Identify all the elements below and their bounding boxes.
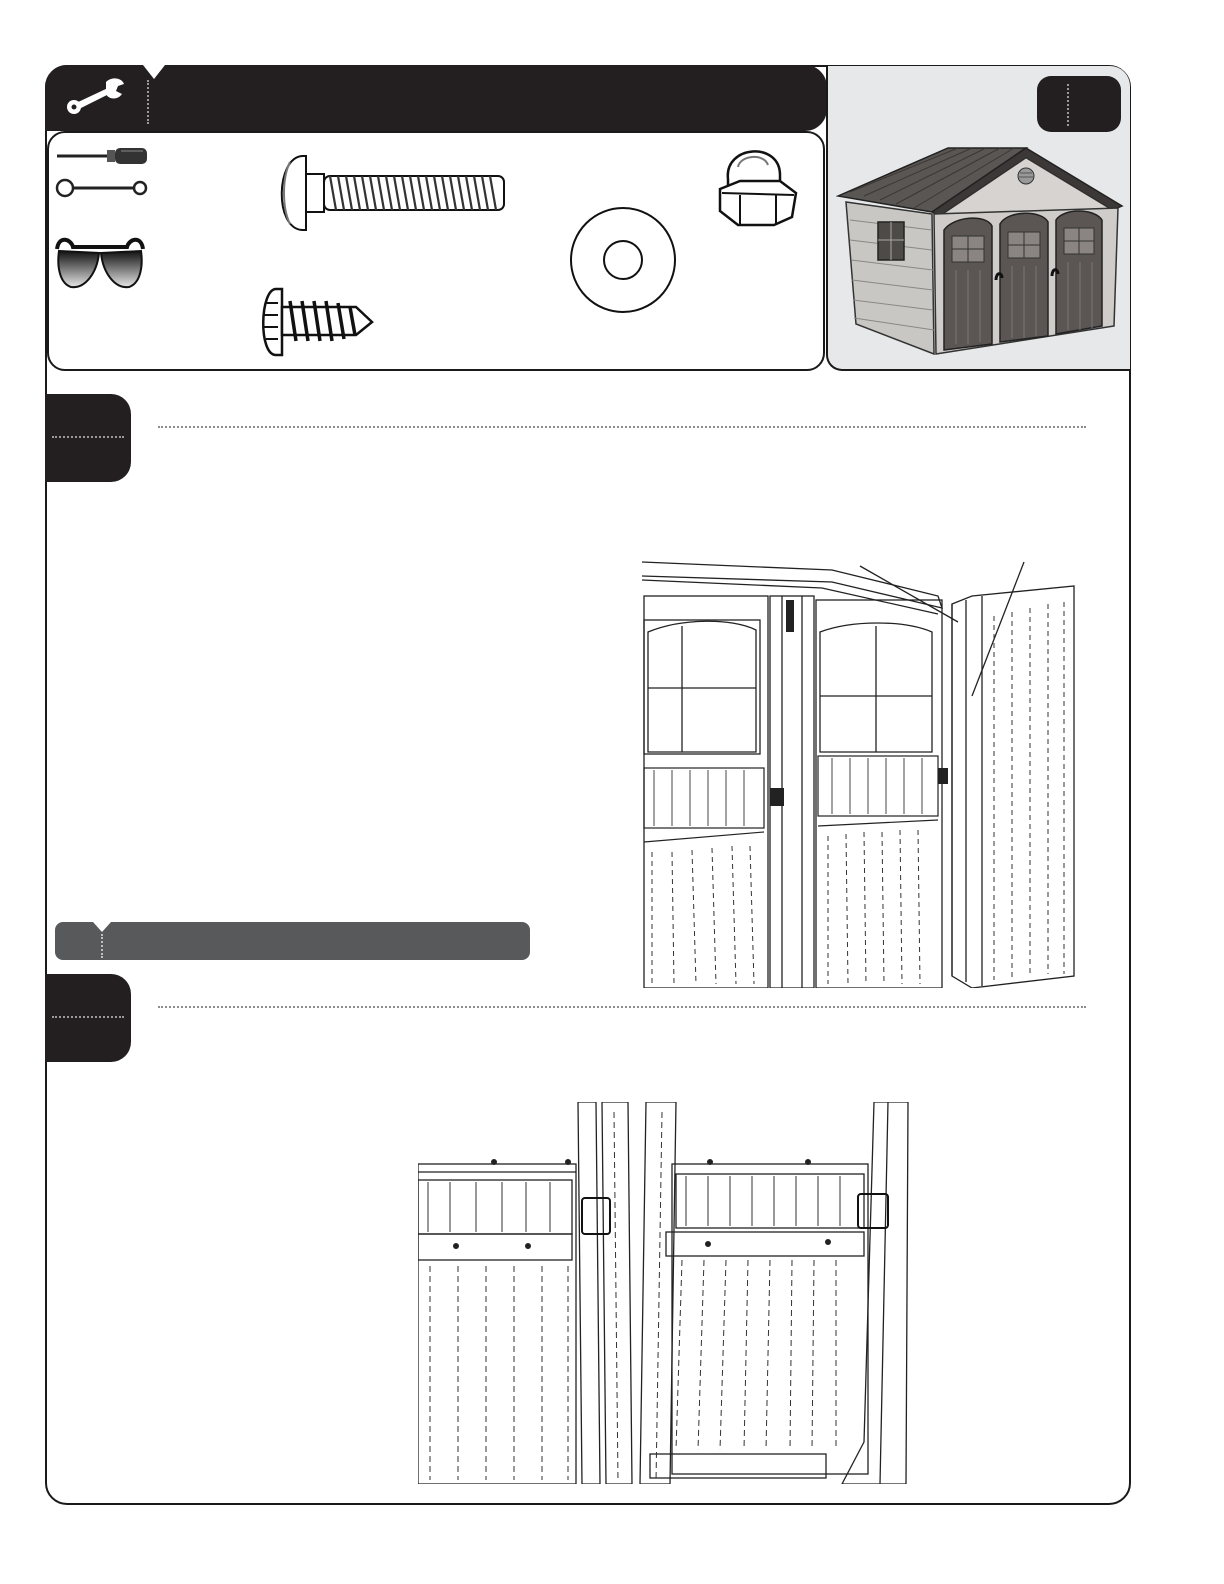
- step-2-divider: [52, 1016, 124, 1018]
- header-notch: [143, 65, 165, 79]
- screwdriver-icon: [55, 145, 149, 167]
- step-2-illustration: [418, 1102, 910, 1484]
- page-tab: [1037, 76, 1121, 132]
- step-1-tab: [45, 394, 131, 482]
- wrench-icon: [62, 76, 126, 118]
- carriage-bolt-icon: [272, 148, 508, 238]
- shed-illustration: [836, 140, 1124, 362]
- washer-icon: [568, 205, 678, 315]
- acorn-nut-icon: [714, 137, 800, 229]
- step-2-tab: [45, 974, 131, 1062]
- step-1-illustration: [642, 556, 1078, 988]
- step-2-rule: [158, 1006, 1086, 1008]
- self-tapping-screw-icon: [256, 285, 376, 359]
- header-divider: [147, 80, 149, 124]
- note-bar: [55, 922, 530, 960]
- step-1-divider: [52, 436, 124, 438]
- note-notch: [93, 922, 111, 932]
- step-1-rule: [158, 426, 1086, 428]
- page-tab-divider: [1067, 84, 1069, 126]
- note-divider: [101, 934, 103, 958]
- wrench-tool-icon: [55, 178, 149, 198]
- safety-glasses-icon: [53, 233, 147, 293]
